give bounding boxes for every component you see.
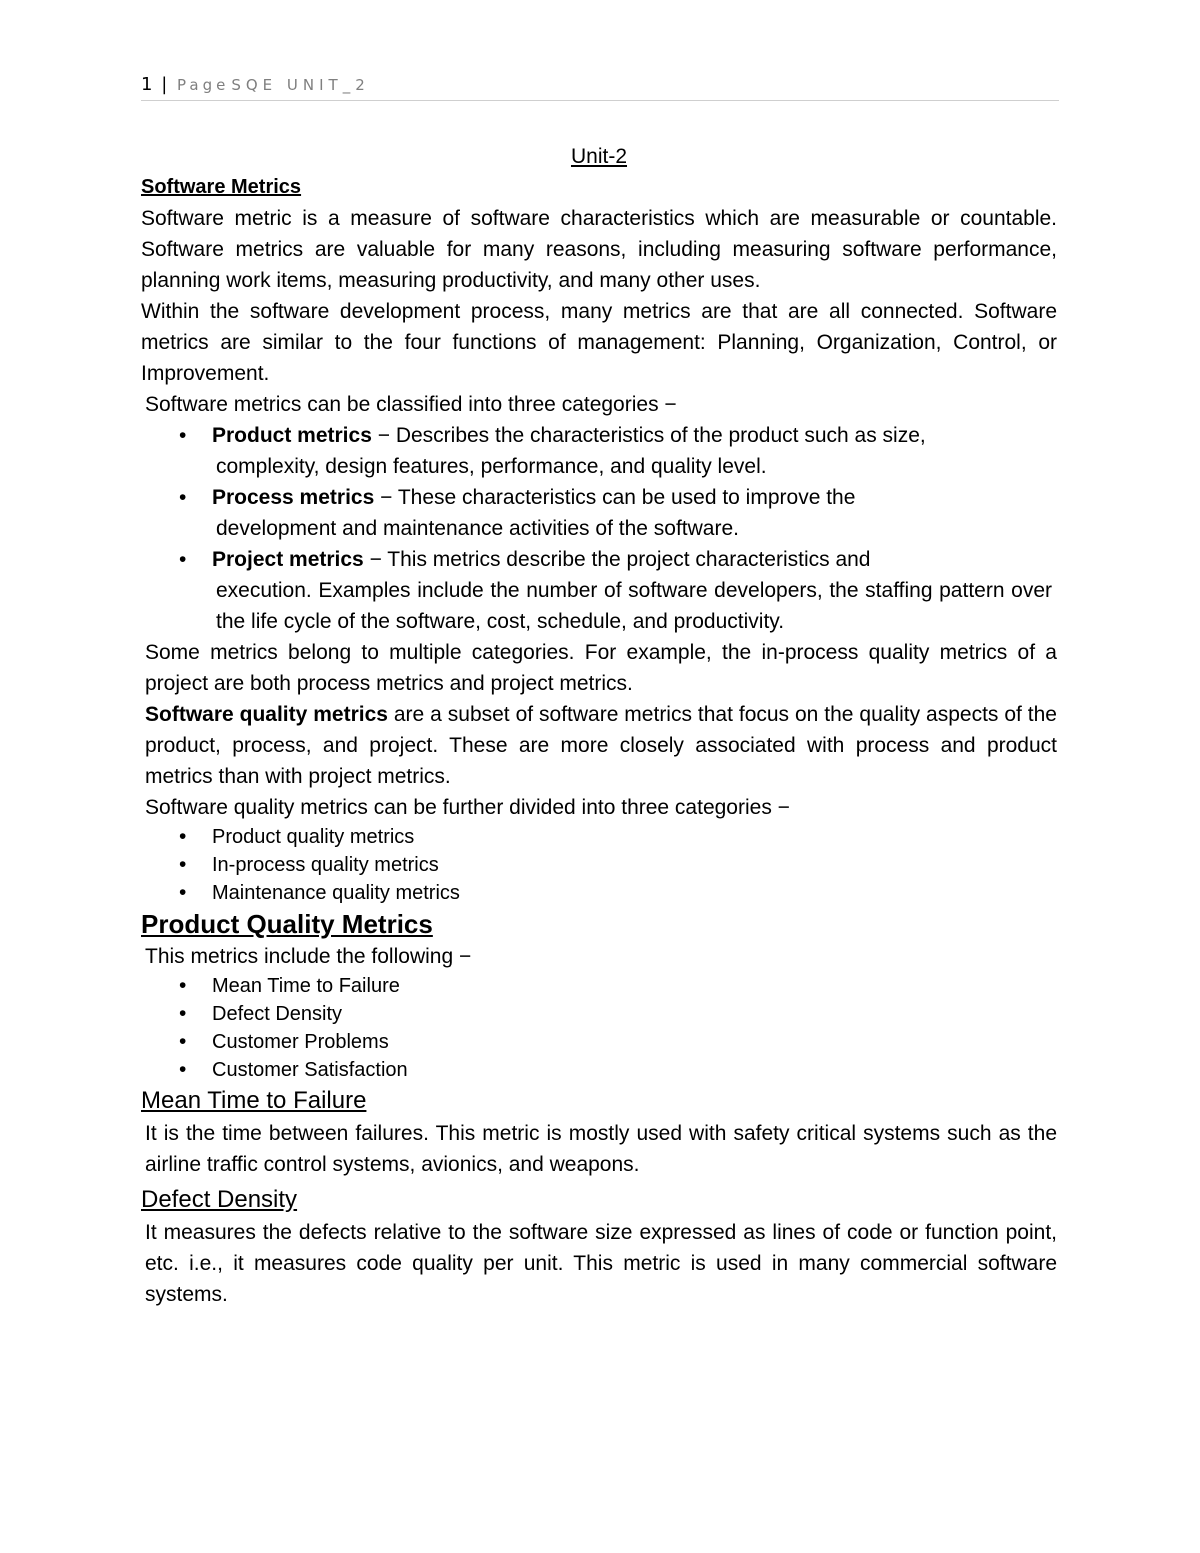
category-continuation: development and maintenance activities of the software. (216, 517, 739, 540)
software-metrics-para-2: Within the software development process, many metrics are that are all connected. Software metrics are similar to the four functions of management: Planning, Organization, Control, or Improvement. (141, 300, 1057, 385)
bullet-icon: • (179, 881, 187, 904)
list-item-label: Maintenance quality metrics (212, 882, 460, 904)
list-item-label: Customer Problems (212, 1031, 389, 1053)
list-item (141, 823, 1057, 851)
software-metrics-para-3: Some metrics belong to multiple categories. For example, the in-process quality metrics of a project are both process metrics and project metrics. (145, 641, 1057, 695)
bullet-icon: • (179, 853, 187, 876)
bullet-icon: • (179, 1002, 187, 1025)
unit-title: Unit-2 (570, 145, 628, 168)
bullet-icon: • (179, 548, 187, 571)
list-item-label: Product quality metrics (212, 826, 415, 848)
category-text: − Describes the characteristics of the product such as size, (371, 424, 926, 447)
list-item-label: Defect Density (212, 1003, 343, 1025)
list-item (141, 879, 1057, 907)
list-item (141, 1056, 1057, 1084)
list-item (141, 1028, 1057, 1056)
category-text: − This metrics describe the project characteristics and (363, 548, 871, 571)
metric-categories-list (141, 420, 1057, 637)
bullet-icon: • (179, 974, 187, 997)
page-header (141, 74, 1059, 101)
bullet-icon: • (179, 486, 187, 509)
quality-term: Software quality metrics (145, 703, 388, 726)
category-text: − These characteristics can be used to improve the (374, 486, 856, 509)
header-doc-title: SQE UNIT_2 (231, 76, 370, 94)
bullet-icon: • (179, 825, 187, 848)
product-quality-list (141, 972, 1057, 1084)
quality-categories-list (141, 823, 1057, 907)
list-item-label: Mean Time to Failure (212, 975, 400, 997)
quality-definition: are a subset of software metrics that focus on the quality aspects of the product, process, and project. These are more closely associated with process and product metrics than with project metrics. (145, 703, 1057, 788)
bullet-icon: • (179, 1030, 187, 1053)
quality-categories-intro: Software quality metrics can be further divided into three categories − (145, 796, 790, 819)
mttf-text: It is the time between failures. This metric is mostly used with safety critical systems such as the airline traffic control systems, avionics, and weapons. (145, 1122, 1057, 1176)
defect-density-text: It measures the defects relative to the software size expressed as lines of code or function point, etc. i.e., it measures code quality per unit. This metric is used in many commercial software systems. (145, 1221, 1057, 1306)
category-continuation: execution. Examples include the number of software developers, the staffing pattern over the life cycle of the software, cost, schedule, and productivity. (216, 579, 1052, 633)
list-item (141, 851, 1057, 879)
list-item-label: In-process quality metrics (212, 854, 439, 876)
list-item (141, 972, 1057, 1000)
bullet-icon: • (179, 424, 187, 447)
page-label: Page (177, 76, 230, 94)
list-item (141, 420, 1057, 482)
list-item (141, 482, 1057, 544)
product-quality-intro: This metrics include the following − (145, 945, 472, 968)
page-number: 1 (141, 74, 153, 95)
categories-intro: Software metrics can be classified into three categories − (145, 393, 677, 416)
document-body (141, 140, 1057, 1310)
software-metrics-para-1: Software metric is a measure of software characteristics which are measurable or countable. Software metrics are valuable for many reasons, including measuring software performance, planning work items, measuring productivity, and many other uses. (141, 207, 1057, 292)
software-metrics-heading: Software Metrics (141, 176, 302, 198)
category-term: Product metrics (212, 424, 372, 447)
header-separator: | (161, 74, 168, 95)
mttf-heading: Mean Time to Failure (141, 1087, 367, 1114)
product-quality-heading: Product Quality Metrics (141, 909, 433, 939)
defect-density-heading: Defect Density (141, 1186, 298, 1213)
software-metrics-para-4 (141, 699, 1057, 792)
category-term: Process metrics (212, 486, 375, 509)
bullet-icon: • (179, 1058, 187, 1081)
list-item-label: Customer Satisfaction (212, 1059, 408, 1081)
category-term: Project metrics (212, 548, 364, 571)
list-item (141, 544, 1057, 637)
category-continuation: complexity, design features, performance, and quality level. (216, 455, 767, 478)
list-item (141, 1000, 1057, 1028)
